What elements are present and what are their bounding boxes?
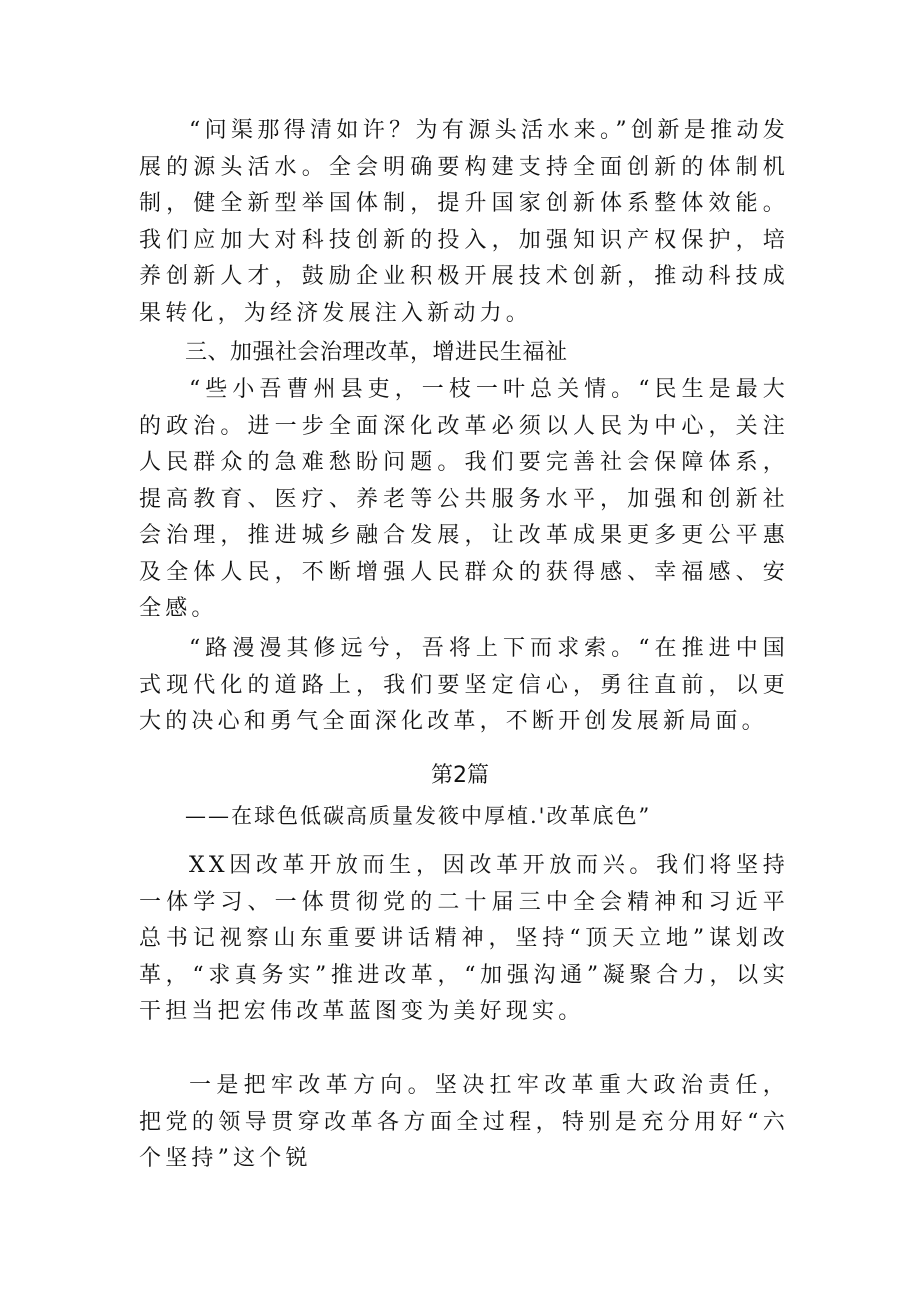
paragraph-exploration: “路漫漫其修远兮，吾将上下而求索。“在推进中国式现代化的道路上，我们要坚定信心，勇往直前，以更大的决心和勇气全面深化改革，不断开创发展新局面。 [139,636,789,734]
section-title: 第2篇 [431,763,489,788]
paragraph-reform-opening: XX因改革开放而生，因改革开放而兴。我们将坚持一体学习、一体贯彻党的二十届三中全会精神和习近平总书记视察山东重要讲话精神，坚持“顶天立地”谋划改革，“求真务实”推进改革，“加强沟通”凝聚合力，以实干担当把宏伟改革蓝图变为美好现实。 [139,853,789,1024]
paragraph-livelihood: “些小吾曹州县吏，一枝一叶总关情。“民生是最大的政治。进一步全面深化改革必须以人民为中心，关注人民群众的急难愁盼问题。我们要完善社会保障体系，提高教育、医疗、养老等公共服务水平，加强和创新社会治理，推进城乡融合发展，让改革成果更多更公平惠及全体人民，不断增强人民群众的获得感、幸福感、安全感。 [139,377,789,621]
section-subtitle: ——在球色低碳高质量发筱中厚植.'改革底色” [185,804,652,828]
section-heading-3: 三、加强社会治理改革，增进民生福祉 [185,340,568,365]
paragraph-innovation: “问渠那得清如许？为有源头活水来。”创新是推动发展的源头活水。全会明确要构建支持全面创新的体制机制，健全新型举国体制，提升国家创新体系整体效能。我们应加大对科技创新的投入，加强知识产权保护，培养创新人才，鼓励企业积极开展技术创新，推动科技成果转化，为经济发展注入新动力。 [139,118,789,326]
paragraph-reform-direction: 一是把牢改革方向。坚决扛牢改革重大政治责任，把党的领导贯穿改革各方面全过程，特别是充分用好“六个坚持”这个锐 [139,1073,789,1171]
